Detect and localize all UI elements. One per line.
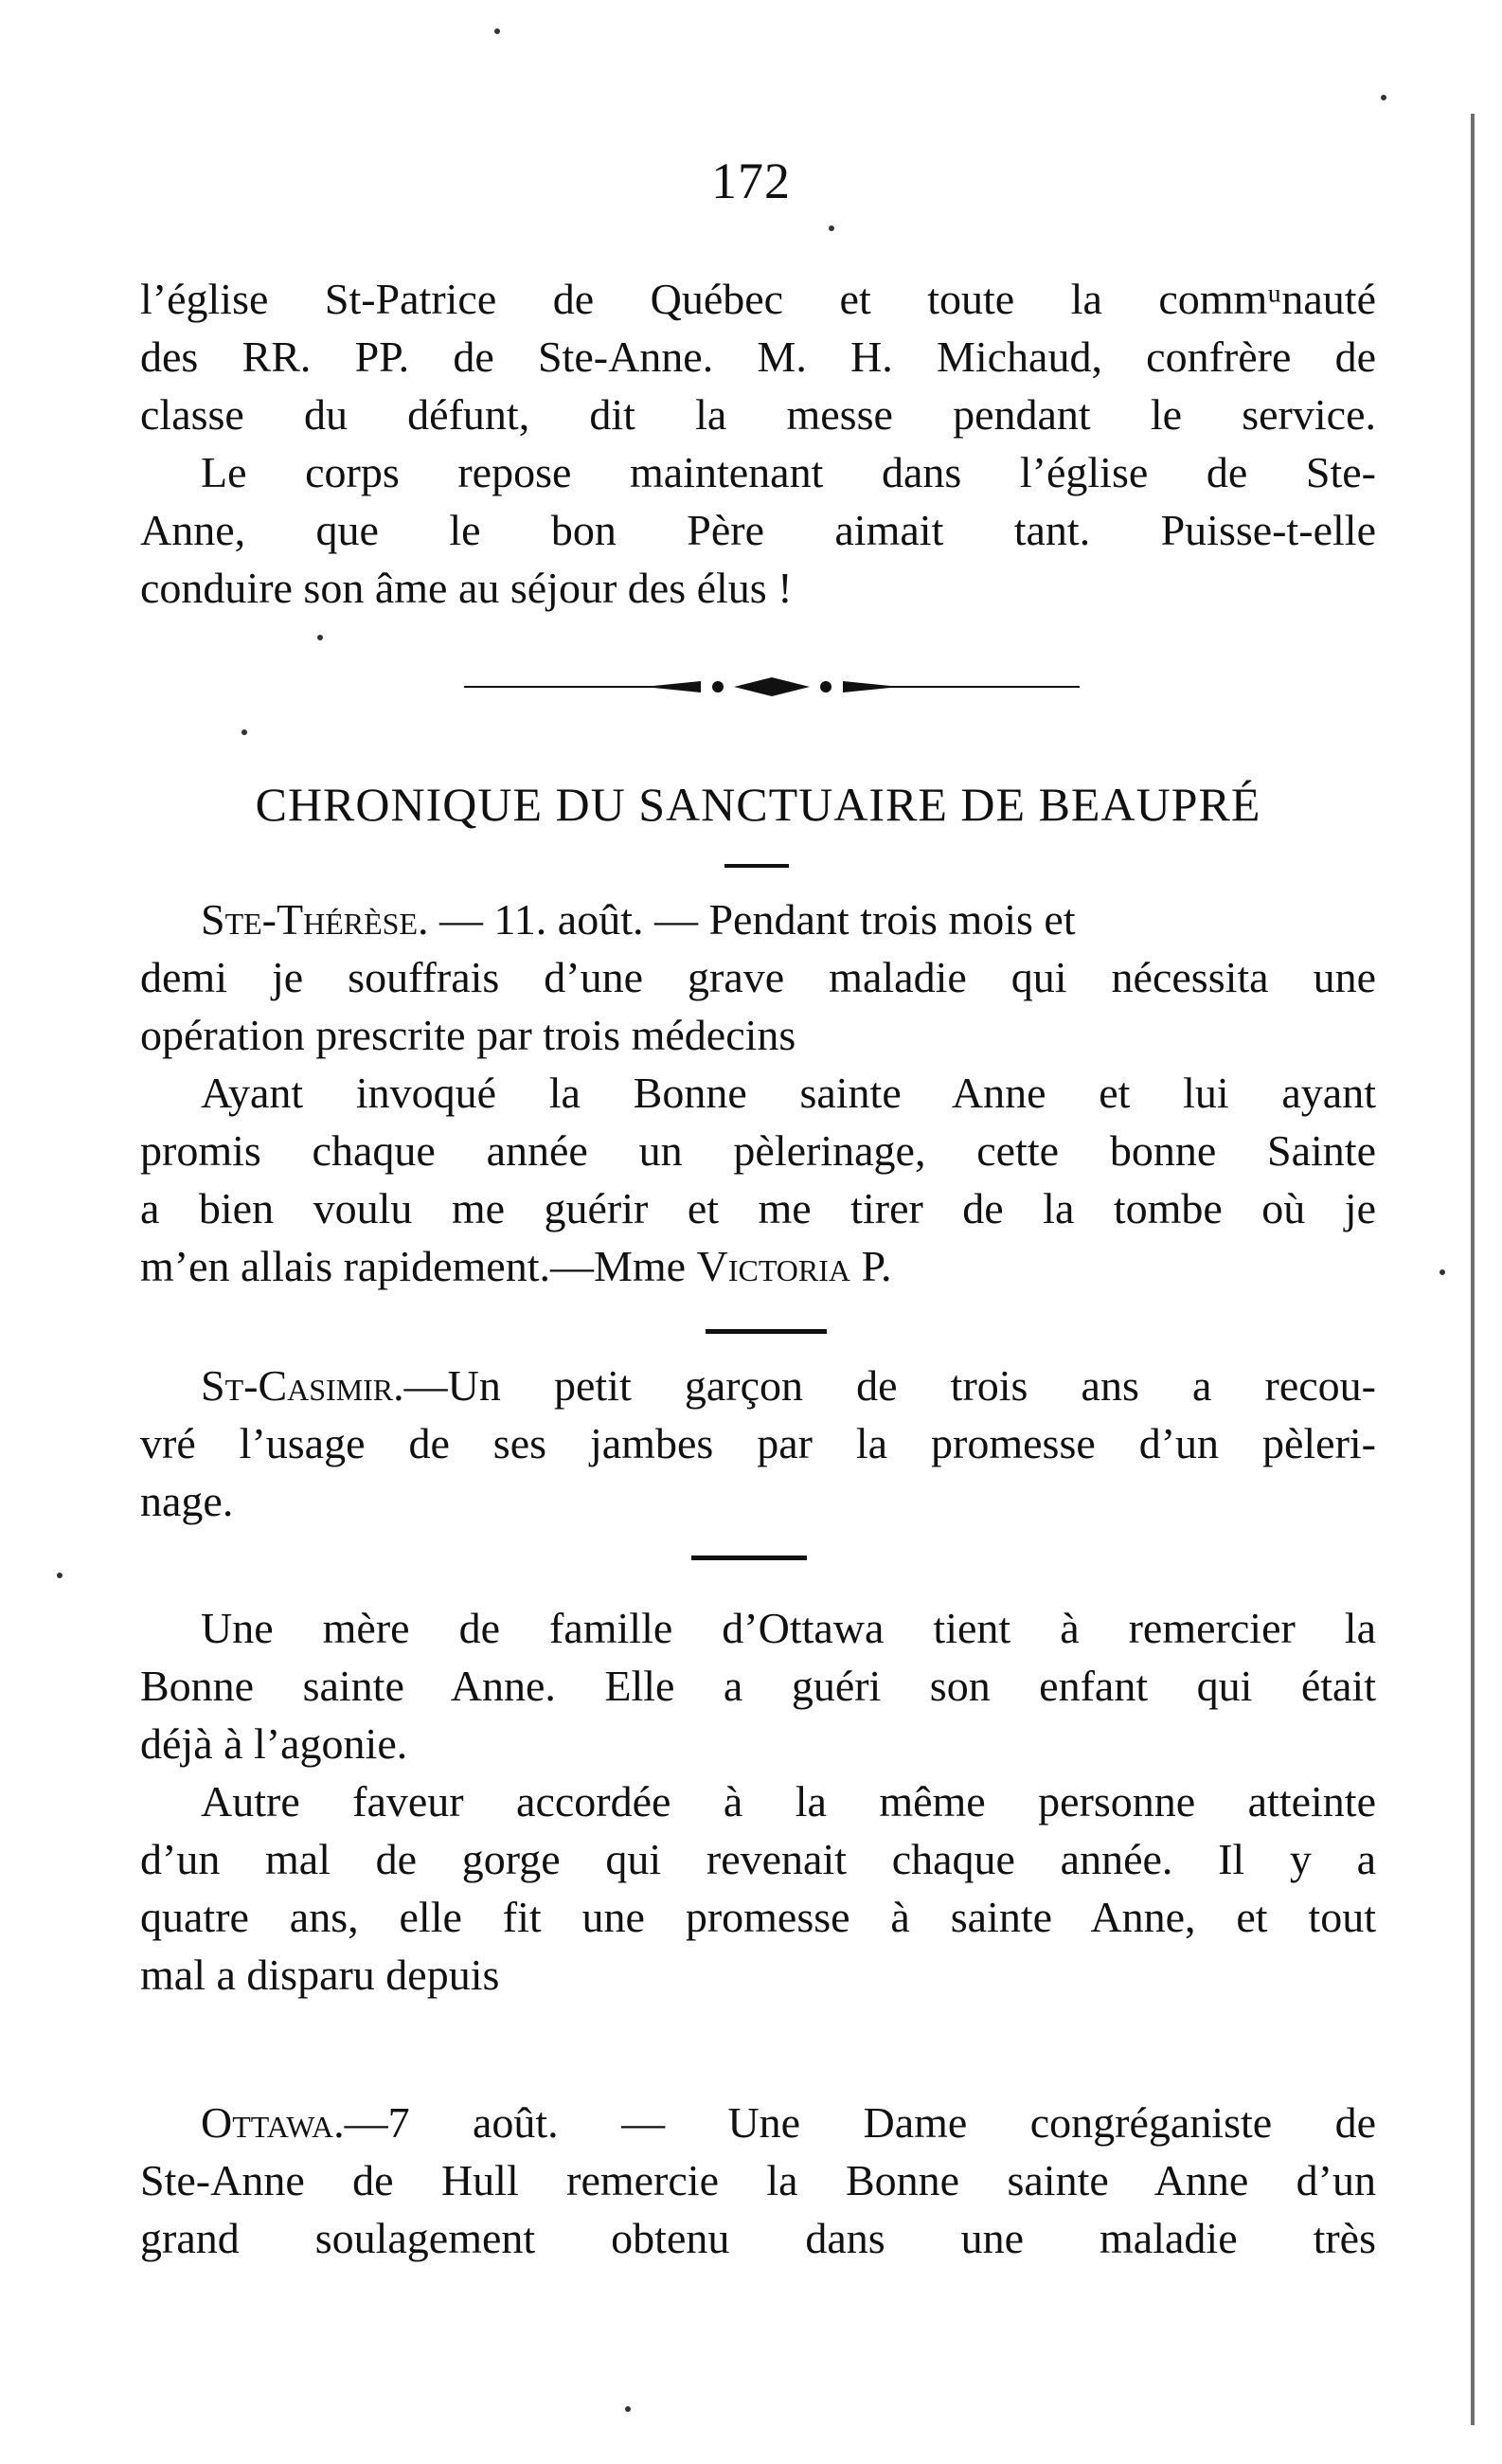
top-paragraph (140, 270, 1376, 617)
short-rule (724, 864, 789, 868)
section-heading: CHRONIQUE DU SANCTUAIRE DE BEAUPRÉ (255, 778, 1261, 831)
text-line: Ste-Anne de Hull remercie la Bonne sainte Anne d’un (140, 2156, 1376, 2204)
short-rule (706, 1329, 827, 1334)
text-line: conduire son âme au séjour des élus ! (140, 564, 793, 612)
place-name: Ottawa. (201, 2098, 345, 2147)
scan-speck (1381, 95, 1386, 100)
signature: Victoria P. (696, 1242, 892, 1290)
text-line (140, 1237, 1376, 1295)
scan-speck (317, 635, 323, 640)
text-line: opération prescrite par trois médecins (140, 1011, 796, 1059)
text-line (140, 2094, 1376, 2151)
ornament-divider (464, 673, 1080, 701)
text-line: nage. (140, 1477, 234, 1525)
text-line: déjà à l’agonie. (140, 1719, 408, 1768)
entry-ste-therese (140, 890, 1376, 1295)
text-line: des RR. PP. de Ste-Anne. M. H. Michaud, confrère de (140, 333, 1376, 381)
page-edge-line (1471, 114, 1475, 2425)
text-line: quatre ans, elle fit une promesse à sainte Anne, et tout (140, 1893, 1376, 1941)
scan-speck (494, 28, 500, 34)
text-line (140, 1357, 1376, 1414)
text-line: Autre faveur accordée à la même personne atteinte (201, 1777, 1376, 1826)
text-line: classe du défunt, dit la messe pendant le service. (140, 390, 1376, 439)
short-rule (691, 1556, 807, 1560)
entry-ottawa-dame (140, 2094, 1376, 2267)
place-name: Ste-Thérèse. (201, 895, 429, 944)
entry-st-casimir (140, 1357, 1376, 1530)
line-text: —Un petit garçon de trois ans a recou- (403, 1361, 1376, 1410)
scan-speck (625, 2406, 631, 2412)
text-line: Anne, que le bon Père aimait tant. Puisse-t-elle (140, 506, 1376, 554)
text-line: Une mère de famille d’Ottawa tient à remercier la (201, 1604, 1376, 1652)
line-text: m’en allais rapidement.—Mme (140, 1242, 697, 1290)
text-line: d’un mal de gorge qui revenait chaque année. Il y a (140, 1835, 1376, 1883)
text-line: vré l’usage de ses jambes par la promesse d’un pèleri- (140, 1419, 1376, 1467)
text-line: Le corps repose maintenant dans l’église de Ste- (201, 448, 1376, 496)
entry-ottawa-mother (140, 1599, 1376, 2004)
text-line (140, 890, 1376, 948)
scan-speck (241, 729, 247, 735)
text-line: promis chaque année un pèlerinage, cette bonne Sainte (140, 1126, 1376, 1175)
scan-speck (1439, 1269, 1445, 1275)
text-line: l’église St-Patrice de Québec et toute la commᵘnauté (140, 275, 1376, 323)
line-text: — 11. août. — Pendant trois mois et (428, 895, 1076, 944)
line-text: —7 août. — Une Dame congréganiste de (344, 2098, 1376, 2147)
text-line: Ayant invoqué la Bonne sainte Anne et lui ayant (201, 1069, 1376, 1117)
text-line: mal a disparu depuis (140, 1951, 500, 1999)
text-line: a bien voulu me guérir et me tirer de la tombe où je (140, 1184, 1376, 1232)
scan-speck (57, 1573, 63, 1578)
text-line: demi je souffrais d’une grave maladie qui nécessita une (140, 953, 1376, 1001)
text-line: grand soulagement obtenu dans une maladie très (140, 2214, 1376, 2262)
scan-speck (829, 225, 834, 231)
page-number: 172 (711, 153, 791, 209)
place-name: St-Casimir. (201, 1361, 404, 1410)
text-line: Bonne sainte Anne. Elle a guéri son enfant qui était (140, 1662, 1376, 1710)
